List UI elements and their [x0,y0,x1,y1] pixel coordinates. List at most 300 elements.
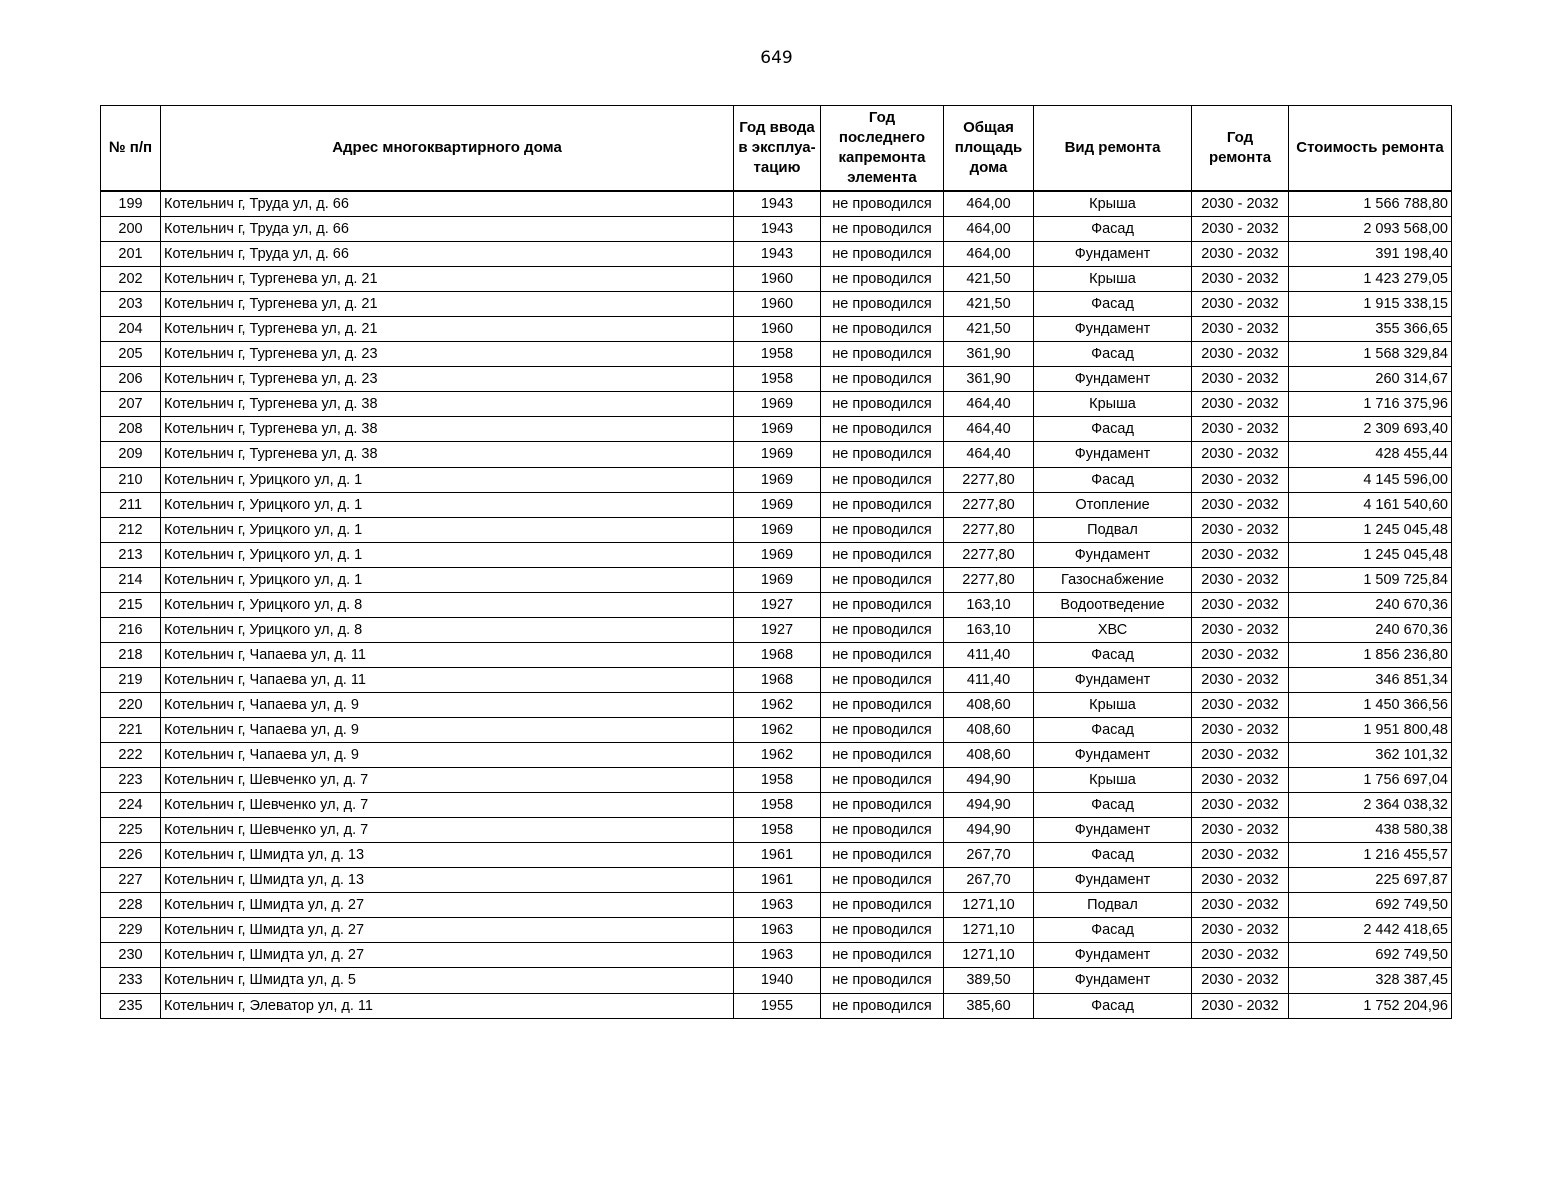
cell-year-built: 1955 [734,993,821,1018]
table-row [101,667,1452,692]
cell-repair-type: Фасад [1034,717,1192,742]
cell-num: 203 [101,292,161,317]
cell-repair-year: 2030 - 2032 [1192,918,1289,943]
cell-repair-type: Крыша [1034,267,1192,292]
cell-area: 408,60 [944,717,1034,742]
cell-area: 2277,80 [944,567,1034,592]
cell-repair-type: Фундамент [1034,367,1192,392]
cell-year-built: 1969 [734,442,821,467]
cell-repair-type: Фундамент [1034,743,1192,768]
table-row [101,793,1452,818]
cell-year-built: 1963 [734,943,821,968]
cell-area: 389,50 [944,968,1034,993]
cell-year-built: 1927 [734,617,821,642]
cell-num: 202 [101,267,161,292]
cell-year-built: 1960 [734,317,821,342]
cell-address: Котельнич г, Шмидта ул, д. 27 [161,918,734,943]
cell-num: 200 [101,217,161,242]
table-row [101,968,1452,993]
table-row [101,843,1452,868]
cell-address: Котельнич г, Шевченко ул, д. 7 [161,768,734,793]
cell-repair-year: 2030 - 2032 [1192,267,1289,292]
cell-address: Котельнич г, Тургенева ул, д. 23 [161,342,734,367]
cell-last-repair: не проводился [821,768,944,793]
cell-num: 204 [101,317,161,342]
cell-last-repair: не проводился [821,191,944,217]
cell-repair-year: 2030 - 2032 [1192,717,1289,742]
cell-last-repair: не проводился [821,843,944,868]
cell-area: 361,90 [944,342,1034,367]
cell-repair-year: 2030 - 2032 [1192,768,1289,793]
cell-num: 214 [101,567,161,592]
header-address: Адрес многоквартирного дома [161,106,734,192]
cell-area: 361,90 [944,367,1034,392]
cell-last-repair: не проводился [821,442,944,467]
cell-cost: 2 442 418,65 [1289,918,1452,943]
cell-address: Котельнич г, Элеватор ул, д. 11 [161,993,734,1018]
cell-repair-type: Подвал [1034,893,1192,918]
cell-address: Котельнич г, Труда ул, д. 66 [161,242,734,267]
cell-repair-year: 2030 - 2032 [1192,617,1289,642]
cell-year-built: 1958 [734,793,821,818]
cell-repair-year: 2030 - 2032 [1192,467,1289,492]
cell-address: Котельнич г, Тургенева ул, д. 38 [161,392,734,417]
cell-repair-year: 2030 - 2032 [1192,342,1289,367]
cell-repair-year: 2030 - 2032 [1192,592,1289,617]
cell-area: 464,00 [944,191,1034,217]
cell-num: 216 [101,617,161,642]
cell-cost: 428 455,44 [1289,442,1452,467]
cell-year-built: 1962 [734,743,821,768]
cell-num: 209 [101,442,161,467]
table-row [101,642,1452,667]
cell-repair-year: 2030 - 2032 [1192,667,1289,692]
cell-repair-type: Фундамент [1034,542,1192,567]
cell-address: Котельнич г, Урицкого ул, д. 8 [161,592,734,617]
cell-address: Котельнич г, Урицкого ул, д. 1 [161,492,734,517]
cell-area: 464,40 [944,417,1034,442]
cell-repair-type: Фасад [1034,793,1192,818]
cell-cost: 1 716 375,96 [1289,392,1452,417]
cell-cost: 1 245 045,48 [1289,542,1452,567]
cell-address: Котельнич г, Тургенева ул, д. 23 [161,367,734,392]
cell-repair-year: 2030 - 2032 [1192,191,1289,217]
table-row [101,592,1452,617]
header-year-built: Год ввода в эксплуа-тацию [734,106,821,192]
cell-last-repair: не проводился [821,968,944,993]
cell-num: 223 [101,768,161,793]
header-last-repair: Год последнего капремонта элемента [821,106,944,192]
table-row [101,868,1452,893]
cell-num: 229 [101,918,161,943]
cell-repair-year: 2030 - 2032 [1192,868,1289,893]
cell-year-built: 1963 [734,893,821,918]
cell-year-built: 1969 [734,417,821,442]
cell-num: 219 [101,667,161,692]
cell-address: Котельнич г, Урицкого ул, д. 1 [161,517,734,542]
cell-year-built: 1963 [734,918,821,943]
cell-address: Котельнич г, Труда ул, д. 66 [161,217,734,242]
repair-schedule-table [100,105,1452,1019]
cell-area: 494,90 [944,768,1034,793]
cell-year-built: 1958 [734,818,821,843]
cell-last-repair: не проводился [821,717,944,742]
cell-num: 213 [101,542,161,567]
cell-area: 1271,10 [944,918,1034,943]
cell-repair-year: 2030 - 2032 [1192,968,1289,993]
cell-area: 464,40 [944,442,1034,467]
cell-repair-year: 2030 - 2032 [1192,567,1289,592]
cell-area: 1271,10 [944,893,1034,918]
cell-repair-type: Водоотведение [1034,592,1192,617]
cell-area: 494,90 [944,818,1034,843]
cell-address: Котельнич г, Труда ул, д. 66 [161,191,734,217]
cell-address: Котельнич г, Тургенева ул, д. 38 [161,417,734,442]
cell-address: Котельнич г, Шевченко ул, д. 7 [161,793,734,818]
cell-cost: 1 245 045,48 [1289,517,1452,542]
table-row [101,367,1452,392]
table-header-row [101,106,1452,192]
cell-repair-year: 2030 - 2032 [1192,542,1289,567]
cell-cost: 355 366,65 [1289,317,1452,342]
cell-address: Котельнич г, Тургенева ул, д. 21 [161,267,734,292]
cell-year-built: 1960 [734,267,821,292]
cell-year-built: 1968 [734,667,821,692]
table-row [101,768,1452,793]
cell-repair-type: Крыша [1034,191,1192,217]
cell-last-repair: не проводился [821,667,944,692]
cell-area: 1271,10 [944,943,1034,968]
cell-cost: 1 509 725,84 [1289,567,1452,592]
cell-repair-year: 2030 - 2032 [1192,492,1289,517]
cell-cost: 260 314,67 [1289,367,1452,392]
cell-area: 2277,80 [944,467,1034,492]
cell-repair-type: Подвал [1034,517,1192,542]
cell-last-repair: не проводился [821,567,944,592]
cell-cost: 1 216 455,57 [1289,843,1452,868]
cell-year-built: 1960 [734,292,821,317]
cell-area: 408,60 [944,743,1034,768]
cell-last-repair: не проводился [821,692,944,717]
cell-repair-year: 2030 - 2032 [1192,292,1289,317]
cell-repair-year: 2030 - 2032 [1192,743,1289,768]
cell-num: 226 [101,843,161,868]
table-row [101,993,1452,1018]
cell-year-built: 1943 [734,242,821,267]
cell-cost: 1 566 788,80 [1289,191,1452,217]
cell-repair-year: 2030 - 2032 [1192,442,1289,467]
table-row [101,893,1452,918]
cell-area: 267,70 [944,868,1034,893]
table-row [101,217,1452,242]
cell-last-repair: не проводился [821,317,944,342]
cell-num: 228 [101,893,161,918]
cell-year-built: 1958 [734,367,821,392]
cell-address: Котельнич г, Чапаева ул, д. 11 [161,667,734,692]
table-row [101,717,1452,742]
cell-area: 464,00 [944,217,1034,242]
cell-repair-year: 2030 - 2032 [1192,317,1289,342]
cell-area: 421,50 [944,292,1034,317]
cell-last-repair: не проводился [821,617,944,642]
cell-last-repair: не проводился [821,267,944,292]
cell-address: Котельнич г, Чапаева ул, д. 9 [161,717,734,742]
cell-repair-type: Крыша [1034,692,1192,717]
cell-repair-type: Фасад [1034,843,1192,868]
cell-year-built: 1958 [734,768,821,793]
cell-area: 2277,80 [944,542,1034,567]
cell-year-built: 1961 [734,868,821,893]
table-row [101,818,1452,843]
cell-year-built: 1961 [734,843,821,868]
cell-year-built: 1969 [734,542,821,567]
cell-repair-type: Фундамент [1034,943,1192,968]
cell-repair-type: Фундамент [1034,317,1192,342]
cell-last-repair: не проводился [821,592,944,617]
cell-area: 385,60 [944,993,1034,1018]
cell-year-built: 1969 [734,492,821,517]
cell-repair-type: Крыша [1034,392,1192,417]
cell-area: 494,90 [944,793,1034,818]
table-row [101,242,1452,267]
cell-repair-year: 2030 - 2032 [1192,392,1289,417]
cell-cost: 225 697,87 [1289,868,1452,893]
cell-num: 220 [101,692,161,717]
cell-cost: 1 856 236,80 [1289,642,1452,667]
cell-repair-type: ХВС [1034,617,1192,642]
cell-last-repair: не проводился [821,517,944,542]
cell-repair-type: Фундамент [1034,242,1192,267]
table-row [101,467,1452,492]
cell-address: Котельнич г, Урицкого ул, д. 1 [161,542,734,567]
cell-repair-year: 2030 - 2032 [1192,642,1289,667]
cell-cost: 2 364 038,32 [1289,793,1452,818]
cell-num: 205 [101,342,161,367]
cell-repair-type: Фасад [1034,467,1192,492]
table-row [101,392,1452,417]
cell-repair-type: Фасад [1034,642,1192,667]
cell-num: 218 [101,642,161,667]
cell-address: Котельнич г, Урицкого ул, д. 1 [161,467,734,492]
table-row [101,292,1452,317]
cell-num: 233 [101,968,161,993]
cell-address: Котельнич г, Тургенева ул, д. 21 [161,292,734,317]
cell-repair-type: Фундамент [1034,818,1192,843]
cell-cost: 1 951 800,48 [1289,717,1452,742]
table-row [101,617,1452,642]
cell-repair-year: 2030 - 2032 [1192,793,1289,818]
cell-repair-year: 2030 - 2032 [1192,217,1289,242]
table-row [101,317,1452,342]
cell-last-repair: не проводился [821,292,944,317]
cell-repair-year: 2030 - 2032 [1192,818,1289,843]
table-row [101,918,1452,943]
cell-last-repair: не проводился [821,467,944,492]
cell-repair-type: Фасад [1034,993,1192,1018]
cell-last-repair: не проводился [821,918,944,943]
cell-repair-year: 2030 - 2032 [1192,242,1289,267]
cell-num: 221 [101,717,161,742]
cell-repair-year: 2030 - 2032 [1192,367,1289,392]
header-repair-year: Год ремонта [1192,106,1289,192]
cell-year-built: 1969 [734,567,821,592]
cell-num: 215 [101,592,161,617]
table-row [101,492,1452,517]
cell-last-repair: не проводился [821,242,944,267]
cell-num: 208 [101,417,161,442]
cell-address: Котельнич г, Урицкого ул, д. 8 [161,617,734,642]
cell-area: 163,10 [944,617,1034,642]
cell-cost: 2 309 693,40 [1289,417,1452,442]
cell-year-built: 1969 [734,517,821,542]
cell-cost: 692 749,50 [1289,893,1452,918]
cell-area: 2277,80 [944,492,1034,517]
cell-area: 408,60 [944,692,1034,717]
cell-cost: 438 580,38 [1289,818,1452,843]
cell-num: 207 [101,392,161,417]
cell-address: Котельнич г, Шмидта ул, д. 27 [161,893,734,918]
cell-repair-type: Фундамент [1034,968,1192,993]
cell-repair-type: Фундамент [1034,442,1192,467]
table-row [101,417,1452,442]
cell-year-built: 1927 [734,592,821,617]
page-number: 649 [760,48,793,68]
cell-address: Котельнич г, Чапаева ул, д. 9 [161,743,734,768]
table-row [101,267,1452,292]
cell-last-repair: не проводился [821,818,944,843]
cell-address: Котельнич г, Тургенева ул, д. 38 [161,442,734,467]
table-row [101,342,1452,367]
cell-last-repair: не проводился [821,868,944,893]
cell-cost: 1 915 338,15 [1289,292,1452,317]
cell-year-built: 1958 [734,342,821,367]
cell-num: 222 [101,743,161,768]
header-cost: Стоимость ремонта [1289,106,1452,192]
cell-cost: 4 161 540,60 [1289,492,1452,517]
cell-last-repair: не проводился [821,642,944,667]
cell-cost: 1 450 366,56 [1289,692,1452,717]
table-row [101,517,1452,542]
cell-repair-year: 2030 - 2032 [1192,417,1289,442]
cell-repair-year: 2030 - 2032 [1192,993,1289,1018]
cell-address: Котельнич г, Тургенева ул, д. 21 [161,317,734,342]
cell-address: Котельнич г, Урицкого ул, д. 1 [161,567,734,592]
cell-cost: 240 670,36 [1289,617,1452,642]
table-row [101,542,1452,567]
cell-area: 411,40 [944,642,1034,667]
cell-last-repair: не проводился [821,367,944,392]
cell-repair-type: Фасад [1034,342,1192,367]
cell-cost: 1 568 329,84 [1289,342,1452,367]
cell-repair-type: Фундамент [1034,868,1192,893]
cell-repair-type: Крыша [1034,768,1192,793]
cell-num: 201 [101,242,161,267]
cell-area: 163,10 [944,592,1034,617]
cell-last-repair: не проводился [821,793,944,818]
cell-area: 464,40 [944,392,1034,417]
cell-year-built: 1940 [734,968,821,993]
cell-area: 411,40 [944,667,1034,692]
cell-area: 464,00 [944,242,1034,267]
cell-repair-year: 2030 - 2032 [1192,692,1289,717]
cell-num: 235 [101,993,161,1018]
cell-year-built: 1943 [734,191,821,217]
table-row [101,191,1452,217]
cell-year-built: 1969 [734,392,821,417]
cell-repair-type: Отопление [1034,492,1192,517]
cell-repair-year: 2030 - 2032 [1192,943,1289,968]
cell-repair-type: Фундамент [1034,667,1192,692]
cell-last-repair: не проводился [821,943,944,968]
cell-year-built: 1962 [734,717,821,742]
cell-repair-type: Фасад [1034,292,1192,317]
cell-num: 210 [101,467,161,492]
cell-last-repair: не проводился [821,417,944,442]
cell-last-repair: не проводился [821,492,944,517]
cell-num: 230 [101,943,161,968]
cell-area: 421,50 [944,317,1034,342]
cell-last-repair: не проводился [821,542,944,567]
cell-area: 267,70 [944,843,1034,868]
cell-address: Котельнич г, Шмидта ул, д. 13 [161,843,734,868]
cell-repair-type: Фасад [1034,417,1192,442]
cell-cost: 1 752 204,96 [1289,993,1452,1018]
cell-cost: 4 145 596,00 [1289,467,1452,492]
cell-cost: 346 851,34 [1289,667,1452,692]
cell-cost: 2 093 568,00 [1289,217,1452,242]
cell-address: Котельнич г, Чапаева ул, д. 9 [161,692,734,717]
cell-repair-type: Газоснабжение [1034,567,1192,592]
cell-last-repair: не проводился [821,217,944,242]
cell-last-repair: не проводился [821,392,944,417]
cell-num: 212 [101,517,161,542]
cell-repair-year: 2030 - 2032 [1192,893,1289,918]
cell-year-built: 1969 [734,467,821,492]
cell-cost: 391 198,40 [1289,242,1452,267]
header-area: Общая площадь дома [944,106,1034,192]
cell-num: 199 [101,191,161,217]
cell-cost: 328 387,45 [1289,968,1452,993]
cell-last-repair: не проводился [821,743,944,768]
table-row [101,692,1452,717]
cell-year-built: 1968 [734,642,821,667]
cell-num: 206 [101,367,161,392]
cell-num: 227 [101,868,161,893]
table-row [101,567,1452,592]
cell-num: 225 [101,818,161,843]
cell-cost: 1 423 279,05 [1289,267,1452,292]
cell-address: Котельнич г, Шмидта ул, д. 27 [161,943,734,968]
cell-area: 2277,80 [944,517,1034,542]
cell-last-repair: не проводился [821,893,944,918]
table-row [101,743,1452,768]
cell-address: Котельнич г, Чапаева ул, д. 11 [161,642,734,667]
cell-repair-type: Фасад [1034,217,1192,242]
cell-area: 421,50 [944,267,1034,292]
cell-cost: 692 749,50 [1289,943,1452,968]
cell-num: 211 [101,492,161,517]
cell-num: 224 [101,793,161,818]
header-repair-type: Вид ремонта [1034,106,1192,192]
cell-cost: 240 670,36 [1289,592,1452,617]
cell-repair-year: 2030 - 2032 [1192,517,1289,542]
cell-address: Котельнич г, Шевченко ул, д. 7 [161,818,734,843]
cell-repair-type: Фасад [1034,918,1192,943]
table-row [101,442,1452,467]
cell-address: Котельнич г, Шмидта ул, д. 13 [161,868,734,893]
cell-year-built: 1943 [734,217,821,242]
cell-last-repair: не проводился [821,342,944,367]
